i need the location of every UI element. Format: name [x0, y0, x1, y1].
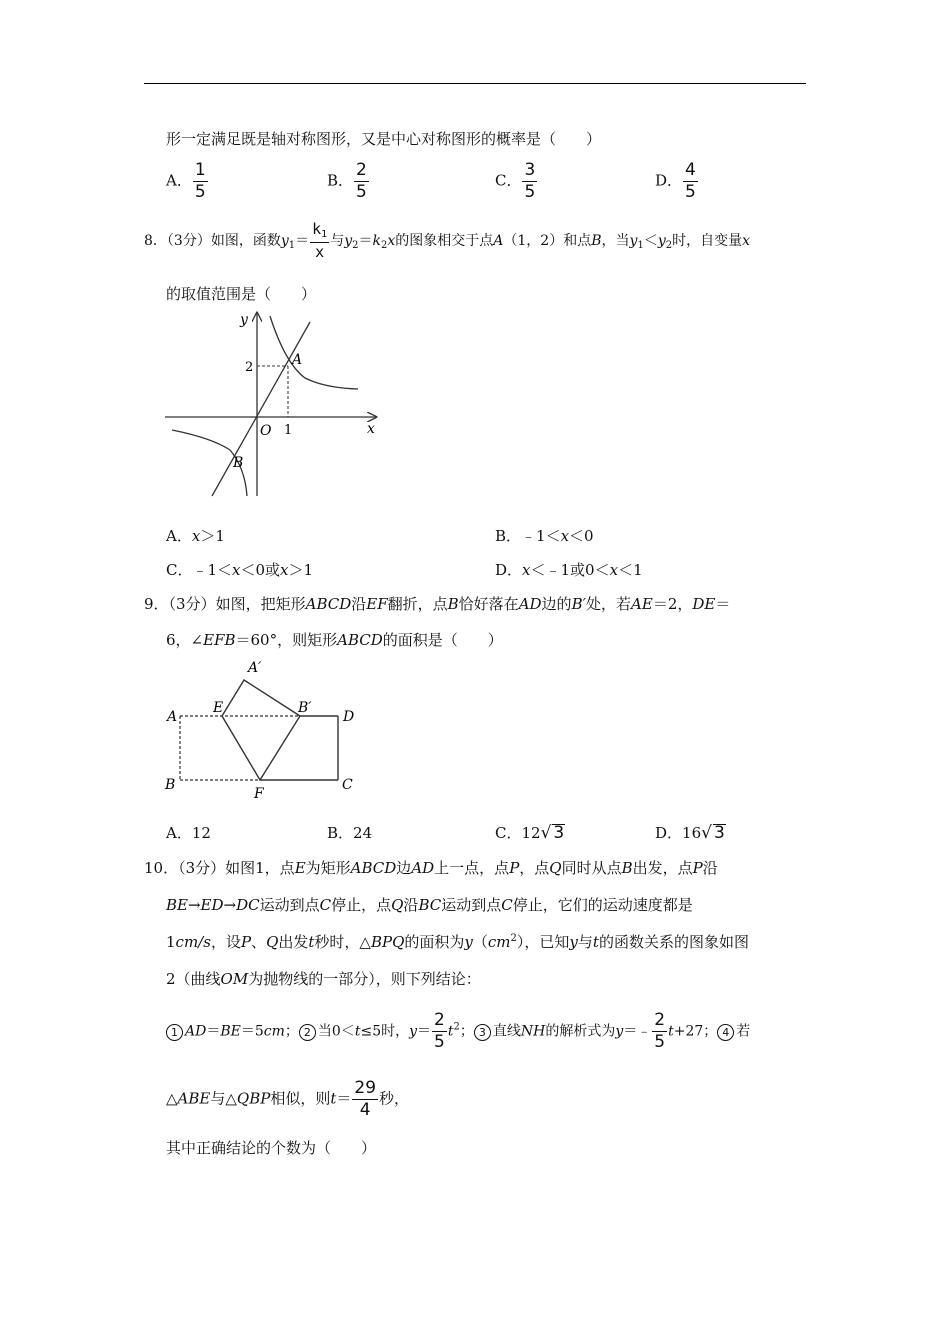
label-two: 2 [245, 360, 254, 375]
q7-option-b: B． $\frac{2}{5}$ [327, 160, 367, 202]
q7-stem: 形一定满足既是轴对称图形，又是中心对称图形的概率是（ ） [166, 130, 602, 148]
q9-option-c: C．12√ 3 [495, 823, 565, 843]
q9-figure [160, 652, 370, 802]
svg-text:F: F [254, 786, 264, 802]
q8-figure [160, 308, 390, 500]
q9-stem-line1: 9．（3分）如图，把矩形ABCD沿EF翻折，点B恰好落在AD边的B′处，若AE＝2，DE＝ [144, 595, 731, 613]
label-y: y [240, 312, 248, 328]
label-B: B [233, 455, 244, 471]
hyperbola-branch-1 [270, 316, 358, 389]
q10-line3: 1cm/s，设P、Q出发t秒时，△BPQ的面积为$y(cm^2)$，已知y与t的函数关系的图象如图 [166, 933, 749, 951]
svg-text:A: A [167, 709, 178, 725]
q9-option-a: A．12 [166, 824, 211, 842]
q7-option-a: A． $\frac{1}{5}$ [166, 160, 206, 202]
q8-stem-line1: 8．（3分）如图，函数$y_1=$ $\frac{k_1}{x}$ 与$y_2=k_2x$的图象相交于点A（1，2）和点B，当$y_1<y_2$时，自变量x [144, 220, 751, 261]
q8-option-b: B．﹣1＜x＜0 [495, 527, 594, 545]
q8-option-c: C．﹣1＜x＜0或x＞1 [166, 561, 314, 579]
q7-option-d: D． $\frac{4}{5}$ [655, 160, 696, 202]
svg-text:E: E [213, 700, 224, 716]
label-one: 1 [284, 423, 293, 438]
line-y2 [212, 322, 310, 496]
label-A: A [292, 352, 303, 368]
q9-option-d: D．16√ 3 [655, 823, 725, 843]
q10-line1: 10．（3分）如图1，点E为矩形ABCD边AD上一点，点P，点Q同时从点B出发，点P沿 [144, 859, 718, 877]
q9-option-b: B．24 [327, 824, 373, 842]
label-x: x [367, 421, 375, 437]
q8-option-a: A．x＞1 [166, 527, 225, 545]
svg-text:D: D [343, 709, 355, 725]
q10-line6: △ABE与△QBP相似，则t＝ $\frac{29}{4}$ 秒， [166, 1078, 410, 1120]
svg-text:B′: B′ [298, 700, 312, 716]
svg-text:B: B [165, 777, 176, 793]
q8-option-d: D．x＜﹣1或0＜x＜1 [495, 561, 643, 579]
q9-stem-line2: 6，∠EFB＝60°，则矩形ABCD的面积是（ ） [166, 631, 503, 649]
q7-option-c: C． $\frac{3}{5}$ [495, 160, 536, 202]
q10-line2: BE→ED→DC运动到点C停止，点Q沿BC运动到点C停止，它们的运动速度都是 [166, 896, 693, 914]
svg-text:A′: A′ [248, 660, 262, 676]
svg-text:C: C [342, 777, 353, 793]
q10-line7: 其中正确结论的个数为（ ） [166, 1139, 377, 1157]
header-rule [144, 83, 806, 84]
q10-line4: 2（曲线OM为抛物线的一部分），则下列结论： [166, 970, 481, 988]
q8-stem-line2: 的取值范围是（ ） [166, 285, 317, 303]
q10-line5: 1 AD＝BE＝5cm； 2 当0＜t≤5时，y＝ $\frac{2}{5}$ $t^2$； 3 直线NH的解析式为y＝﹣ $\frac{2}{5}$ t+27； 4 若 [166, 1012, 750, 1051]
label-origin: O [260, 423, 272, 439]
